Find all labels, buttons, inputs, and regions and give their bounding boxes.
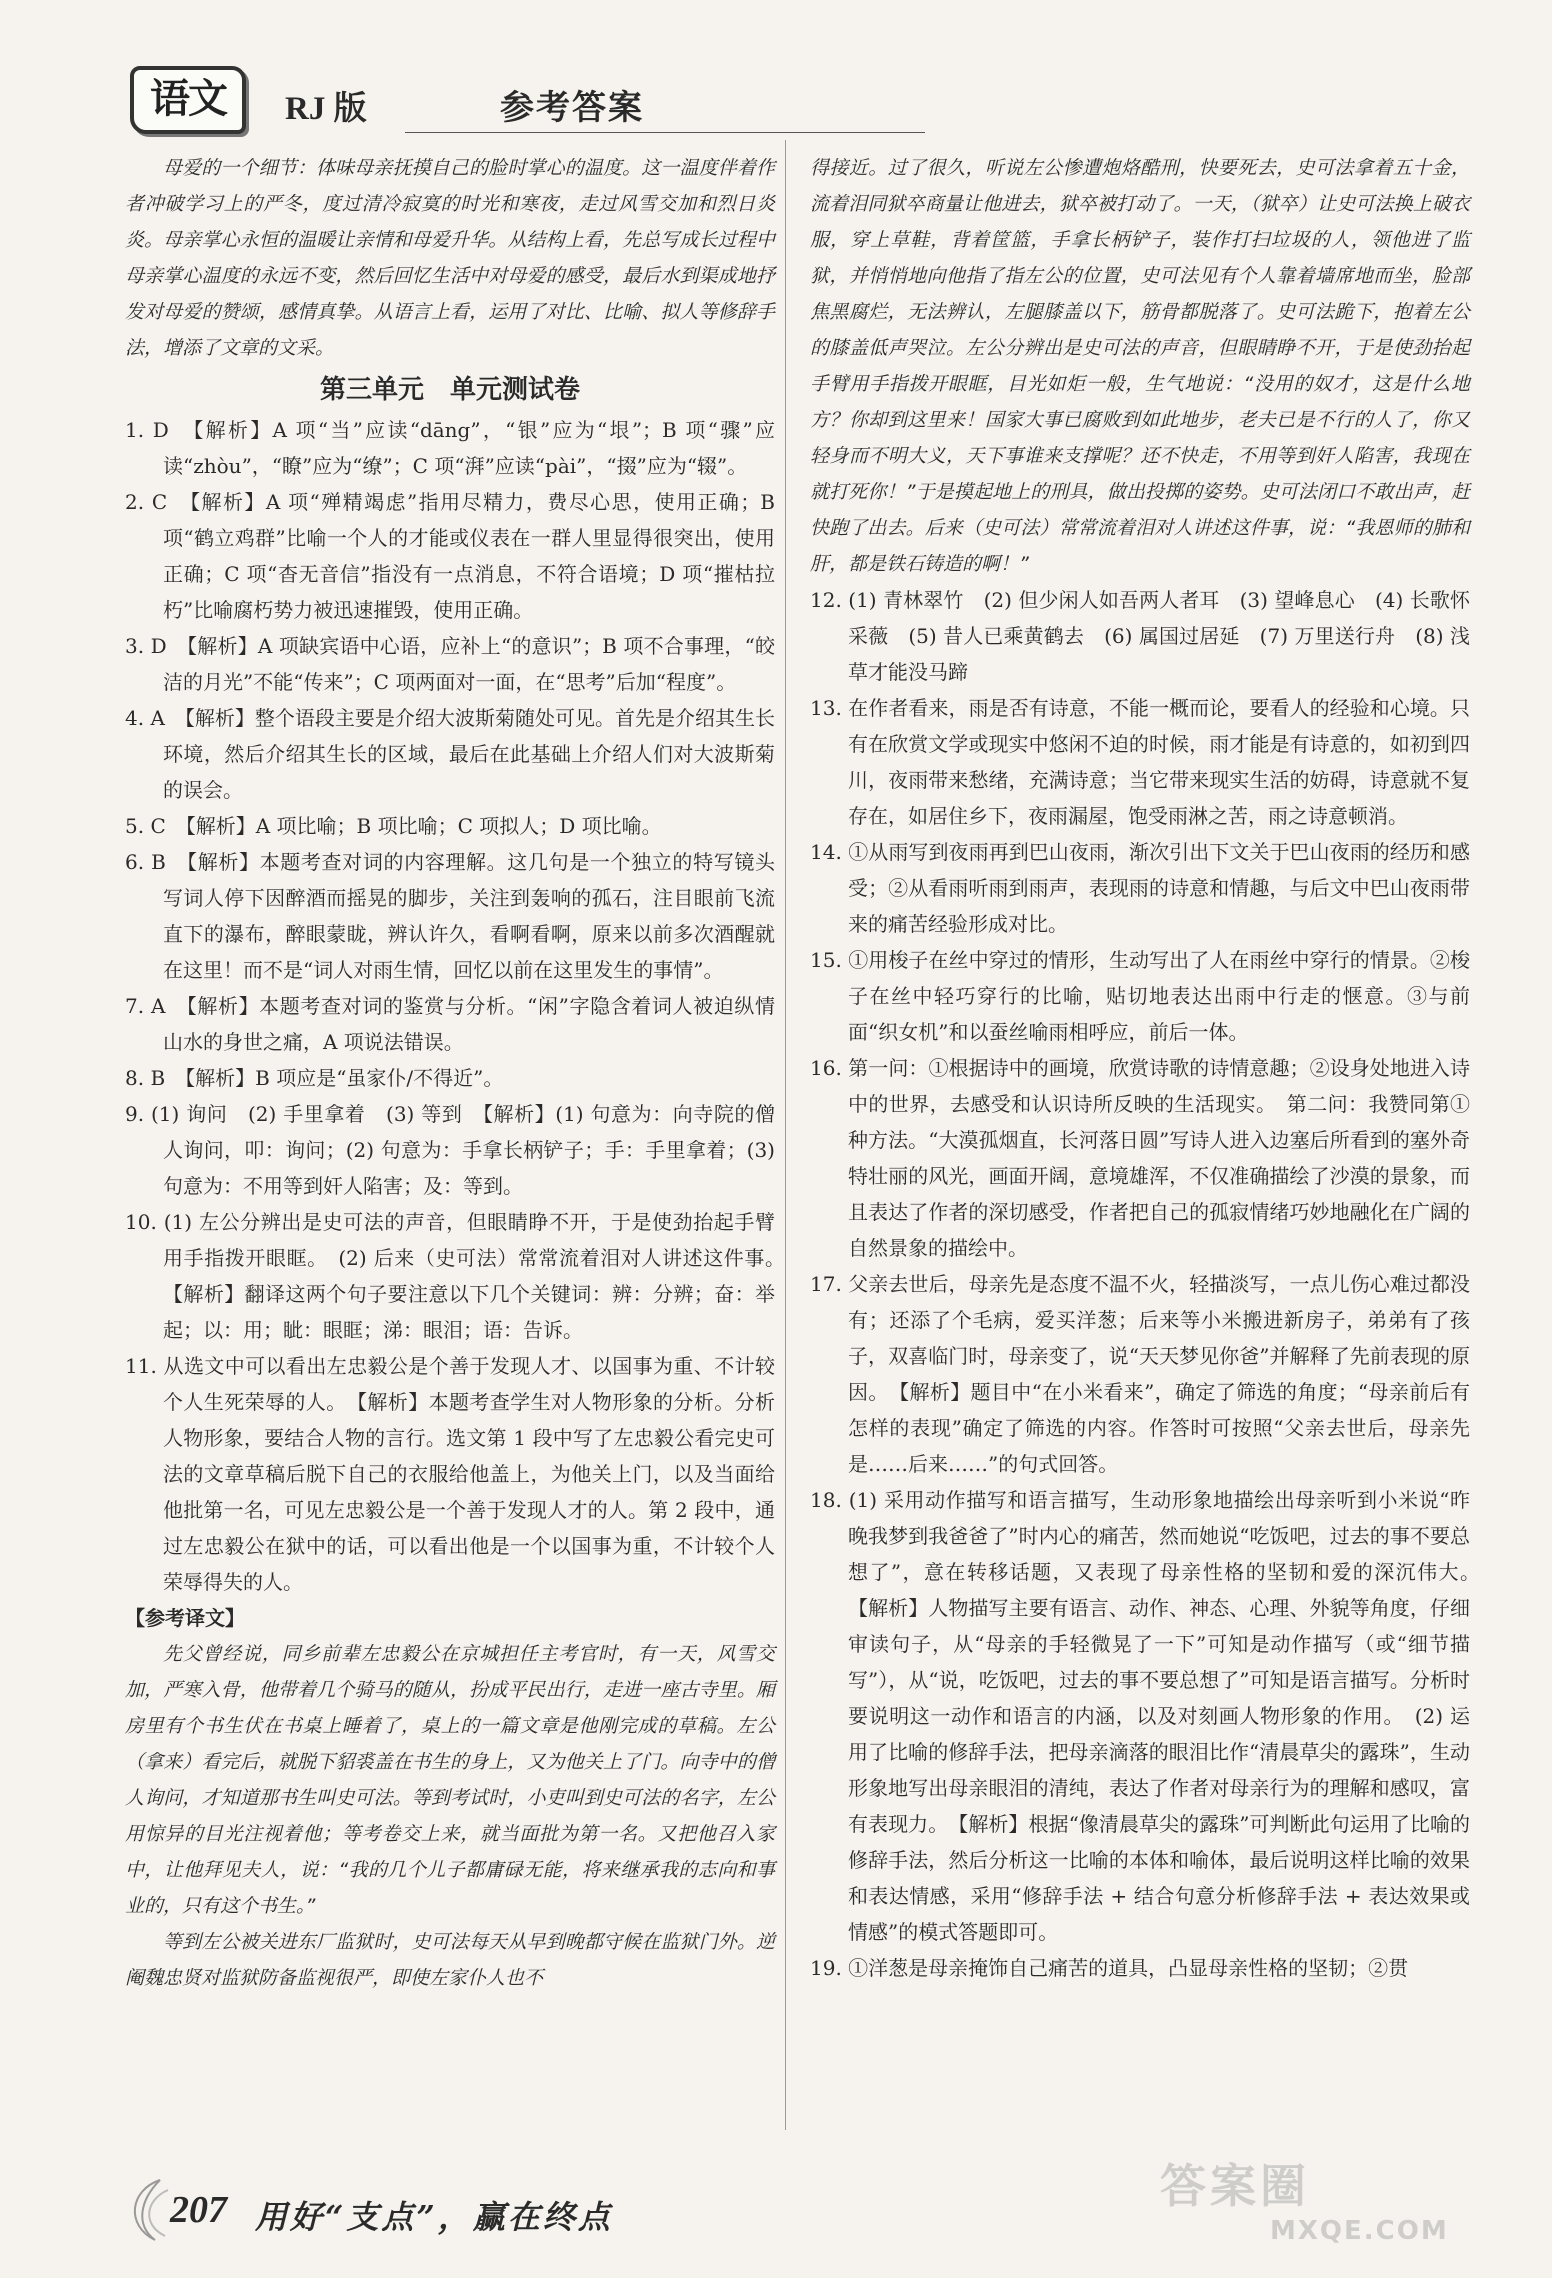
unit-title: 第三单元 单元测试卷	[319, 375, 580, 405]
answer-14: 14. ①从雨写到夜雨再到巴山夜雨，渐次引出下文关于巴山夜雨的经历和感受；②从看雨听雨到雨声，表现雨的诗意和情趣，与后文中巴山夜雨带来的痛苦经验形成对比。	[810, 840, 1470, 936]
subject-logo: 语文	[130, 66, 246, 134]
answer-7: 7. A 【解析】本题考查对词的鉴赏与分析。“闲”字隐含着词人被迫纵情山水的身世之痛，A 项说法错误。	[125, 994, 775, 1054]
page-header	[130, 60, 1530, 140]
footer-slogan: 用好“支点”，赢在终点	[255, 2198, 613, 2236]
header-rule	[405, 132, 925, 133]
column-divider	[785, 140, 786, 2130]
answer-13: 13. 在作者看来，雨是否有诗意，不能一概而论，要看人的经验和心境。只有在欣赏文学或现实中悠闲不迫的时候，雨才能是有诗意的，如初到四川，夜雨带来愁绪，充满诗意；当它带来现实生活的妨碍，诗意就不复存在，如居住乡下，夜雨漏屋，饱受雨淋之苦，雨之诗意顿消。	[810, 696, 1470, 828]
reference-translation-heading: 【参考译文】	[125, 1606, 245, 1630]
answer-18: 18. (1) 采用动作描写和语言描写，生动形象地描绘出母亲听到小米说“昨晚我梦到我爸爸了”时内心的痛苦，然而她说“吃饭吧，过去的事不要总想了”，意在转移话题，又表现了母亲性格的坚韧和爱的深沉伟大。 【解析】人物描写主要有语言、动作、神态、心理、外貌等角度，仔细审读句子，从“母亲的手轻微晃了一下”可知是动作描写（或“细节描写”），从“说，吃饭吧，过去的事不要总想了”可知是语言描写。分析时要说明这一动作和语言的内涵，以及对刻画人物形象的作用。 (2) 运用了比喻的修辞手法，把母亲滴落的眼泪比作“清晨草尖的露珠”，生动形象地写出母亲眼泪的清纯，表达了作者对母亲行为的理解和感叹，富有表现力。 【解析】根据“像清晨草尖的露珠”可判断此句运用了比喻的修辞手法，然后分析这一比喻的本体和喻体，最后说明这样比喻的效果和表达情感，采用“修辞手法 + 结合句意分析修辞手法 + 表达效果或情感”的模式答题即可。	[810, 1488, 1490, 1944]
answer-19: 19. ①洋葱是母亲掩饰自己痛苦的道具，凸显母亲性格的坚韧；②贯	[810, 1956, 1409, 1980]
right-column	[810, 150, 1490, 1986]
answer-8: 8. B 【解析】B 项应是“虽家仆/不得近”。	[125, 1066, 504, 1090]
answer-11: 11. 从选文中可以看出左忠毅公是个善于发现人才、以国事为重、不计较个人生死荣辱的人。 【解析】本题考查学生对人物形象的分析。分析人物形象，要结合人物的言行。选文第 1 段中写了左忠毅公看完史可法的文章草稿后脱下自己的衣服给他盖上，为他关上门，以及当面给他批第一名，可见左忠毅公是一个善于发现人才的人。第 2 段中，通过左忠毅公在狱中的话，可以看出他是一个以国事为重，不计较个人荣辱得失的人。	[125, 1354, 775, 1594]
page-footer	[120, 2159, 1520, 2260]
answer-16: 16. 第一问：①根据诗中的画境，欣赏诗歌的诗情意趣；②设身处地进入诗中的世界，去感受和认识诗所反映的生活现实。 第二问：我赞同第①种方法。“大漠孤烟直，长河落日圆”写诗人进入边塞后所看到的塞外奇特壮丽的风光，画面开阔，意境雄浑，不仅准确描绘了沙漠的景象，而且表达了作者的深切感受，作者把自己的孤寂情绪巧妙地融化在广阔的自然景象的描绘中。	[810, 1056, 1470, 1260]
answer-4: 4. A 【解析】整个语段主要是介绍大波斯菊随处可见。首先是介绍其生长环境，然后介绍其生长的区域，最后在此基础上介绍人们对大波斯菊的误会。	[125, 706, 775, 802]
answer-1: 1. D 【解析】A 项“当”应读“dāng”，“银”应为“垠”；B 项“骤”应读“zhòu”，“瞭”应为“缭”；C 项“湃”应读“pài”，“掇”应为“辍”。	[125, 418, 775, 478]
answer-2: 2. C 【解析】A 项“殚精竭虑”指用尽精力，费尽心思，使用正确；B 项“鹤立鸡群”比喻一个人的才能或仪表在一群人里显得很突出，使用正确；C 项“杳无音信”指没有一点消息，不符合语境；D 项“摧枯拉朽”比喻腐朽势力被迅速摧毁，使用正确。	[125, 490, 775, 622]
answer-6: 6. B 【解析】本题考查对词的内容理解。这几句是一个独立的特写镜头写词人停下因醉酒而摇晃的脚步，关注到轰响的孤石，注目眼前飞流直下的瀑布，醉眼蒙眬，辨认许久，看啊看啊，原来以前多次酒醒就在这里！而不是“词人对雨生情，回忆以前在这里发生的事情”。	[125, 850, 775, 982]
translation-paragraph-2: 等到左公被关进东厂监狱时，史可法每天从早到晚都守候在监狱门外。逆阉魏忠贤对监狱防备监视很严，即使左家仆人也不	[125, 1931, 775, 1989]
answer-17: 17. 父亲去世后，母亲先是态度不温不火，轻描淡写，一点儿伤心难过都没有；还添了个毛病，爱买洋葱；后来等小米搬进新房子，弟弟有了孩子，双喜临门时，母亲变了，说“天天梦见你爸”并解释了先前表现的原因。 【解析】题目中“在小米看来”，确定了筛选的角度；“母亲前后有怎样的表现”确定了筛选的内容。作答时可按照“父亲去世后，母亲先是……后来……”的句式回答。	[810, 1272, 1470, 1476]
translation-continued: 得接近。过了很久，听说左公惨遭炮烙酷刑，快要死去，史可法拿着五十金，流着泪同狱卒商量让他进去，狱卒被打动了。一天，（狱卒）让史可法换上破衣服，穿上草鞋，背着筐篮，手拿长柄铲子，装作打扫垃圾的人，领他进了监狱，并悄悄地向他指了指左公的位置，史可法见有个人靠着墙席地而坐，脸部焦黑腐烂，无法辨认，左腿膝盖以下，筋骨都脱落了。史可法跪下，抱着左公的膝盖低声哭泣。左公分辨出是史可法的声音，但眼睛睁不开，于是使劲抬起手臂用手指拨开眼眶，目光如炬一般，生气地说：“没用的奴才，这是什么地方？你却到这里来！国家大事已腐败到如此地步，老夫已是不行的人了，你又轻身而不明大义，天下事谁来支撑呢？还不快走，不用等到奸人陷害，我现在就打死你！”于是摸起地上的刑具，做出投掷的姿势。史可法闭口不敢出声，赶快跑了出去。后来（史可法）常常流着泪对人讲述这件事，说：“我恩师的肺和肝，都是铁石铸造的啊！”	[810, 157, 1470, 575]
answer-3: 3. D 【解析】A 项缺宾语中心语，应补上“的意识”；B 项不合事理，“皎洁的月光”不能“传来”；C 项两面对一面，在“思考”后加“程度”。	[125, 634, 775, 694]
answer-12: 12. (1) 青林翠竹 (2) 但少闲人如吾两人者耳 (3) 望峰息心 (4) 长歌怀采薇 (5) 昔人已乘黄鹤去 (6) 属国过居延 (7) 万里送行舟 (8) 浅草才能没马蹄	[810, 588, 1470, 684]
answer-15: 15. ①用梭子在丝中穿过的情形，生动写出了人在雨丝中穿行的情景。②梭子在丝中轻巧穿行的比喻，贴切地表达出雨中行走的惬意。③与前面“织女机”和以蚕丝喻雨相呼应，前后一体。	[810, 948, 1470, 1044]
watermark-title: 答案圈	[1160, 2159, 1310, 2213]
continued-answer: 母爱的一个细节：体味母亲抚摸自己的脸时掌心的温度。这一温度伴着作者冲破学习上的严冬，度过清冷寂寞的时光和寒夜，走过风雪交加和烈日炎炎。母亲掌心永恒的温暖让亲情和母爱升华。从结构上看，先总写成长过程中母亲掌心温度的永远不变，然后回忆生活中对母爱的感受，最后水到渠成地抒发对母爱的赞颂，感情真挚。从语言上看，运用了对比、比喻、拟人等修辞手法，增添了文章的文采。	[125, 157, 775, 359]
watermark-url: MXQE.COM	[1270, 2216, 1449, 2246]
answer-9: 9. (1) 询问 (2) 手里拿着 (3) 等到 【解析】(1) 句意为：向寺院的僧人询问，叩：询问；(2) 句意为：手拿长柄铲子；手：手里拿着；(3) 句意为：不用等到奸人陷害；及：等到。	[125, 1102, 775, 1198]
answer-5: 5. C 【解析】A 项比喻；B 项比喻；C 项拟人；D 项比喻。	[125, 814, 662, 838]
section-title: 参考答案	[500, 88, 644, 128]
watermark	[1160, 2150, 1449, 2246]
translation-paragraph-1: 先父曾经说，同乡前辈左忠毅公在京城担任主考官时，有一天，风雪交加，严寒入骨，他带着几个骑马的随从，扮成平民出行，走进一座古寺里。厢房里有个书生伏在书桌上睡着了，桌上的一篇文章是他刚完成的草稿。左公（拿来）看完后，就脱下貂裘盖在书生的身上，又为他关上了门。向寺中的僧人询问，才知道那书生叫史可法。等到考试时，小吏叫到史可法的名字，左公用惊异的目光注视着他；等考卷交上来，就当面批为第一名。又把他召入家中，让他拜见夫人，说：“我的几个儿子都庸碌无能，将来继承我的志向和事业的，只有这个书生。”	[125, 1643, 775, 1917]
page-number: 207	[170, 2189, 227, 2231]
left-column	[125, 150, 795, 1996]
answer-10: 10. (1) 左公分辨出是史可法的声音，但眼睛睁不开，于是使劲抬起手臂用手指拨开眼眶。 (2) 后来（史可法）常常流着泪对人讲述这件事。 【解析】翻译这两个句子要注意以下几个关键词：辨：分辨；奋：举起；以：用；眦：眼眶；涕：眼泪；语：告诉。	[125, 1210, 795, 1342]
edition-label: RJ 版	[285, 91, 367, 127]
